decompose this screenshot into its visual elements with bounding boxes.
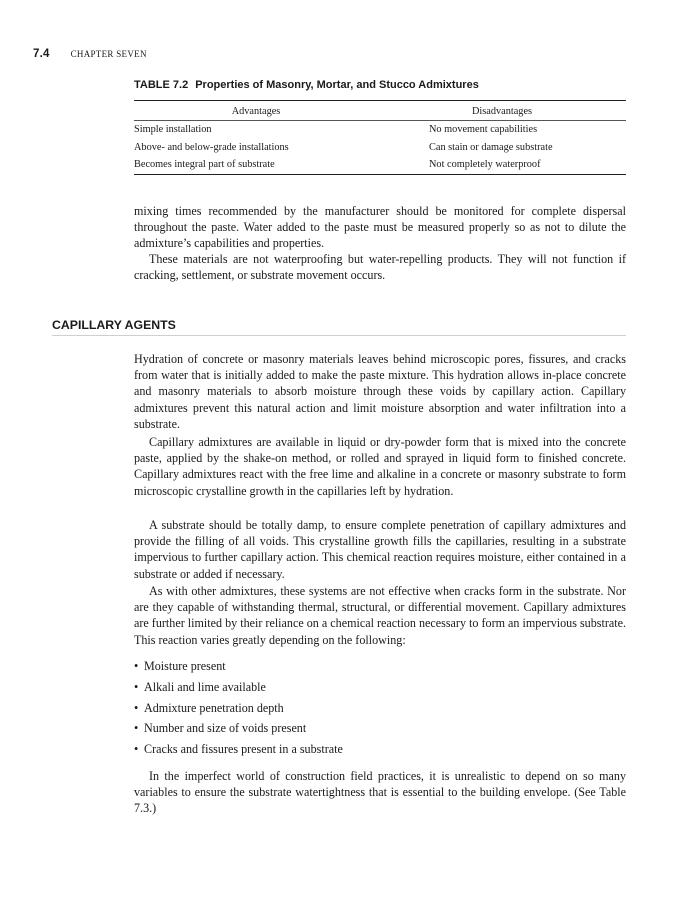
body-paragraph: mixing times recommended by the manufacturer should be monitored for complete dispersal throughout the paste. Water added to the paste must be measured properly so as not to dilute the admixture’s capabilities and properties.	[134, 204, 626, 251]
table-cell: Above- and below-grade installations	[134, 141, 289, 153]
body-paragraph: These materials are not waterproofing but water-repelling products. They will not function if cracking, settlement, or substrate movement occurs.	[134, 252, 626, 283]
body-paragraph: As with other admixtures, these systems are not effective when cracks form in the substrate. Nor are they capable of withstanding thermal, structural, or differential movement. Capillary admixtures are further limited by their reliance on a chemical reaction necessary to form an impervious substrate. This reaction varies greatly depending on the following:	[134, 584, 626, 647]
table-label: TABLE 7.2	[134, 79, 189, 91]
body-paragraph: In the imperfect world of construction field practices, it is unrealistic to depend on so many variables to ensure the substrate watertightness that is essential to the building envelope. (See Table 7.3.)	[134, 769, 626, 816]
list-item: • Admixture penetration depth	[134, 700, 284, 715]
list-item: • Cracks and fissures present in a substrate	[134, 742, 343, 757]
table-caption	[134, 79, 479, 91]
body-paragraph: Capillary admixtures are available in liquid or dry-powder form that is mixed into the concrete paste, applied by the shake-on method, or rolled and sprayed in liquid form to finished concrete. Capillary admixtures react with the free lime and alkaline in a concrete or masonry substrate to form microscopic crystalline growth in the capillaries left by hydration.	[134, 435, 626, 498]
chapter-label: CHAPTER SEVEN	[70, 49, 147, 59]
admixtures-table	[134, 100, 626, 175]
table-row	[134, 139, 626, 157]
section-heading: CAPILLARY AGENTS	[52, 318, 626, 336]
list-item: • Number and size of voids present	[134, 721, 307, 736]
table-cell: Can stain or damage substrate	[429, 141, 553, 153]
body-paragraph: Hydration of concrete or masonry materials leaves behind microscopic pores, fissures, and cracks from water that is initially added to make the paste mixture. This hydration allows in-place concrete and masonry materials to absorb moisture through these voids by capillary action. Capillary admixtures prevent this natural action and limit moisture absorption and water infiltration into a substrate.	[134, 352, 626, 431]
running-head	[33, 48, 147, 60]
table-cell: No movement capabilities	[429, 124, 538, 135]
table-row	[134, 121, 626, 139]
table-header-row	[134, 101, 626, 121]
table-row	[134, 156, 626, 174]
column-header-disadvantages: Disadvantages	[378, 101, 626, 121]
list-item: • Alkali and lime available	[134, 679, 266, 694]
table-cell: Becomes integral part of substrate	[134, 156, 378, 174]
table-title: Properties of Masonry, Mortar, and Stucco Admixtures	[195, 79, 479, 91]
column-header-advantages: Advantages	[134, 101, 378, 121]
table-cell: Simple installation	[134, 124, 212, 135]
list-item: • Moisture present	[134, 659, 226, 673]
table-cell: Not completely waterproof	[378, 156, 626, 174]
page-number: 7.4	[33, 48, 50, 60]
bullet-list	[134, 658, 343, 762]
body-paragraph: A substrate should be totally damp, to ensure complete penetration of capillary admixtures and provide the filling of all voids. This crystalline growth fills the capillaries, resulting in a substrate impervious to further capillary action. This chemical reaction requires moisture, either contained in a substrate or added if necessary.	[134, 518, 626, 581]
